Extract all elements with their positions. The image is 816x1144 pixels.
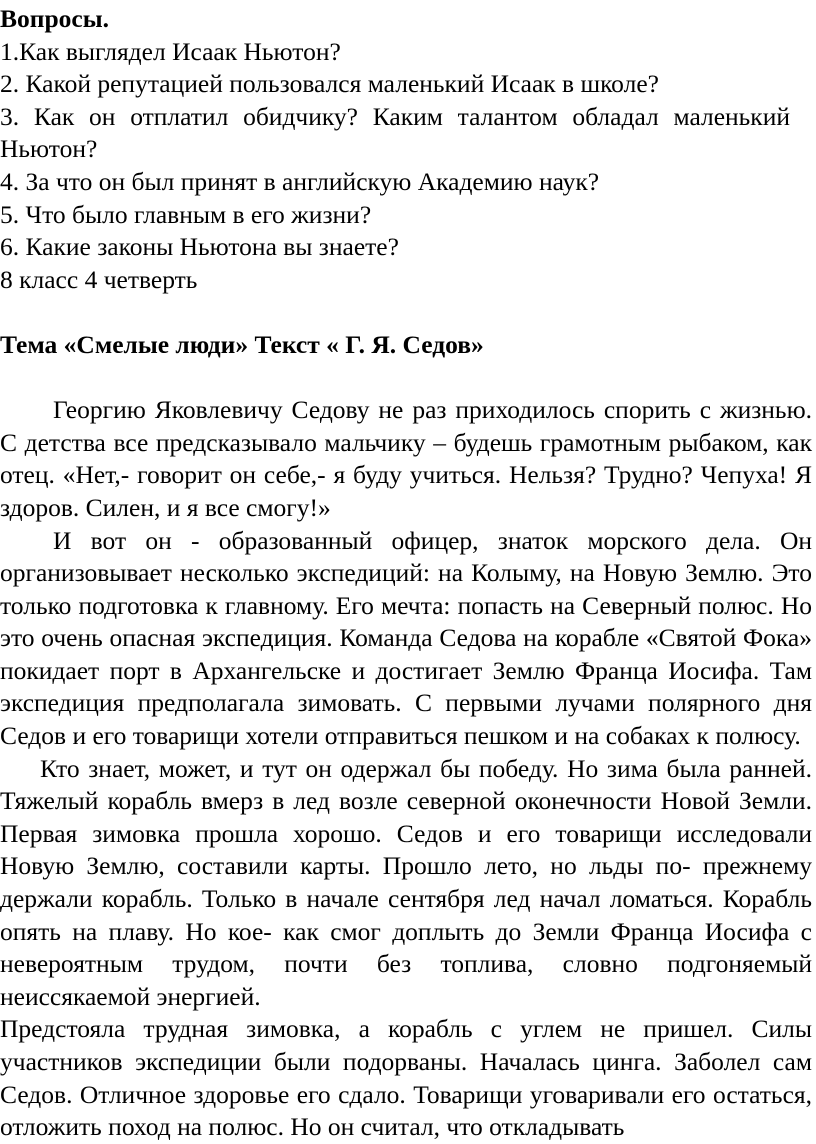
paragraph: И вот он - образованный офицер, знаток морского дела. Он организовывает несколько экспедиций: на Колыму, на Новую Землю. Это только подготовка к главному. Его мечта: попасть на Северный полюс. Но это очень опасная экспедиция. Команда Седова на корабле «Святой Фока» покидает порт в Архангельске и достигает Землю Франца Иосифа. Там экспедиция предполагала зимовать. С первыми лучами полярного дня Седов и его товарищи хотели отправиться пешком и на собаках к полюсу. [0, 525, 812, 751]
paragraph: Предстояла трудная зимовка, а корабль с углем не пришел. Силы участников экспедиции были подорваны. Началась цинга. Заболел сам Седов. Отличное здоровье его сдало. Товарищи уговаривали его остаться, отложить поход на полюс. Но он считал, что откладывать [0, 1014, 812, 1142]
spacer [0, 362, 812, 395]
question-item: 1.Как выглядел Исаак Ньютон? [0, 36, 341, 66]
paragraph: Кто знает, может, и тут он одержал бы победу. Но зима была ранней. Тяжелый корабль вмерз в лед возле северной оконечности Новой Земли. Первая зимовка прошла хорошо. Седов и его товарищи исследовали Новую Землю, составили карты. Прошло лето, но льды по- прежнему держали корабль. Только в начале сентября лед начал ломаться. Корабль опять на плаву. Но кое- как смог доплыть до Земли Франца Иосифа с невероятным трудом, почти без топлива, словно подгоняемый неиссякаемой энергией. [0, 753, 812, 1011]
questions-list [0, 36, 812, 264]
paragraph: Георгию Яковлевичу Седову не раз приходилось спорить с жизнью. С детства все предсказывало мальчику – будешь грамотным рыбаком, как отец. «Нет,- говорит он себе,- я буду учиться. Нельзя? Трудно? Чепуха! Я здоров. Силен, и я все смогу!» [0, 395, 812, 522]
question-item: 6. Какие законы Ньютона вы знаете? [0, 232, 399, 262]
topic-title: Тема «Смелые люди» Текст « Г. Я. Седов» [0, 329, 484, 359]
story-text [0, 394, 812, 1144]
question-item: 4. За что он был принят в английскую Академию наук? [0, 166, 600, 196]
spacer [0, 296, 812, 329]
question-item: 3. Как он отплатил обидчику? Каким талантом обладал маленький Ньютон? [0, 101, 790, 164]
question-item: 2. Какой репутацией пользовался маленький Исаак в школе? [0, 69, 659, 99]
grade-note: 8 класс 4 четверть [0, 264, 198, 294]
question-item: 5. Что было главным в его жизни? [0, 199, 372, 229]
questions-heading: Вопросы. [0, 4, 109, 33]
